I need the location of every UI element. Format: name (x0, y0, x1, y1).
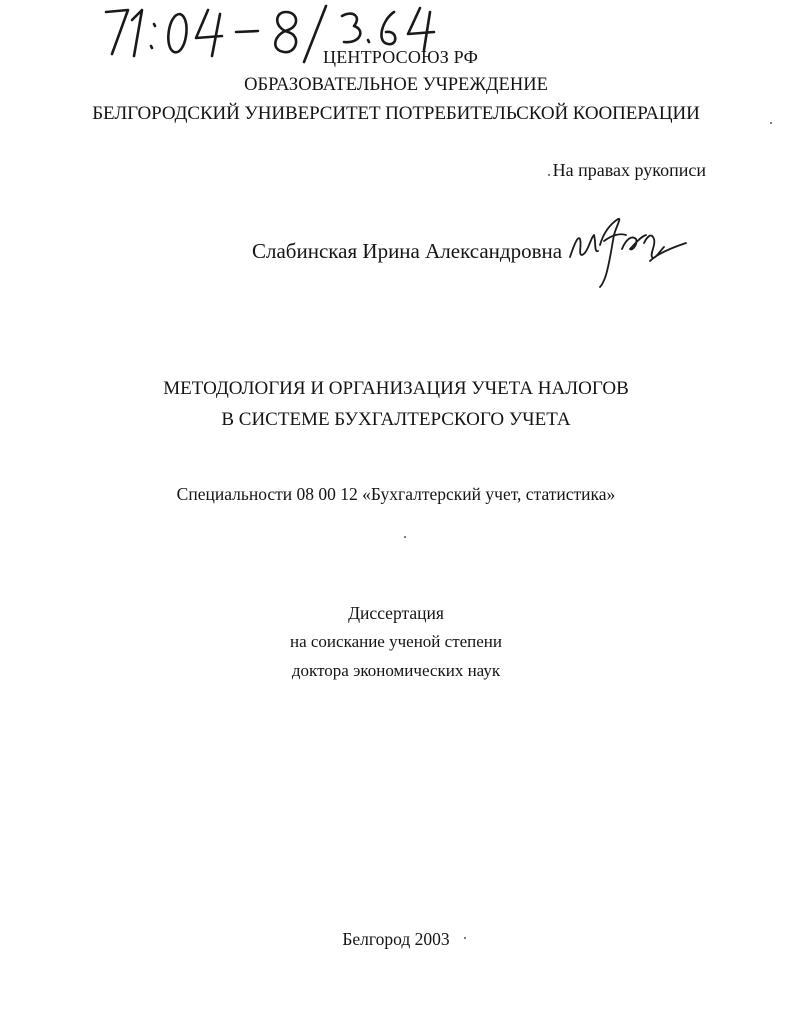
dissertation-title-line1: МЕТОДОЛОГИЯ И ОРГАНИЗАЦИЯ УЧЕТА НАЛОГОВ (163, 378, 629, 399)
degree-line2: доктора экономических наук (291, 661, 501, 680)
scan-speck (770, 122, 772, 124)
author-name: Слабинская Ирина Александровна (252, 239, 563, 263)
manuscript-note: На правах рукописи (552, 160, 706, 180)
dissertation-title-line2: В СИСТЕМЕ БУХГАЛТЕРСКОГО УЧЕТА (221, 409, 571, 430)
organization-name: БЕЛГОРОДСКИЙ УНИВЕРСИТЕТ ПОТРЕБИТЕЛЬСКОЙ КООПЕРАЦИИ (92, 103, 700, 124)
scan-speck (404, 536, 406, 538)
degree-line1: на соискание ученой степени (289, 632, 503, 651)
organization-type: ОБРАЗОВАТЕЛЬНОЕ УЧРЕЖДЕНИЕ (244, 75, 548, 95)
scan-speck (548, 174, 550, 176)
specialty: Специальности 08 00 12 «Бухгалтерский учет, статистика» (176, 484, 616, 504)
city-year: Белгород 2003 (342, 929, 450, 949)
organization-parent: ЦЕНТРОСОЮЗ РФ (323, 47, 478, 67)
scan-speck (464, 937, 466, 939)
work-type: Диссертация (348, 603, 444, 623)
signature (560, 205, 690, 290)
